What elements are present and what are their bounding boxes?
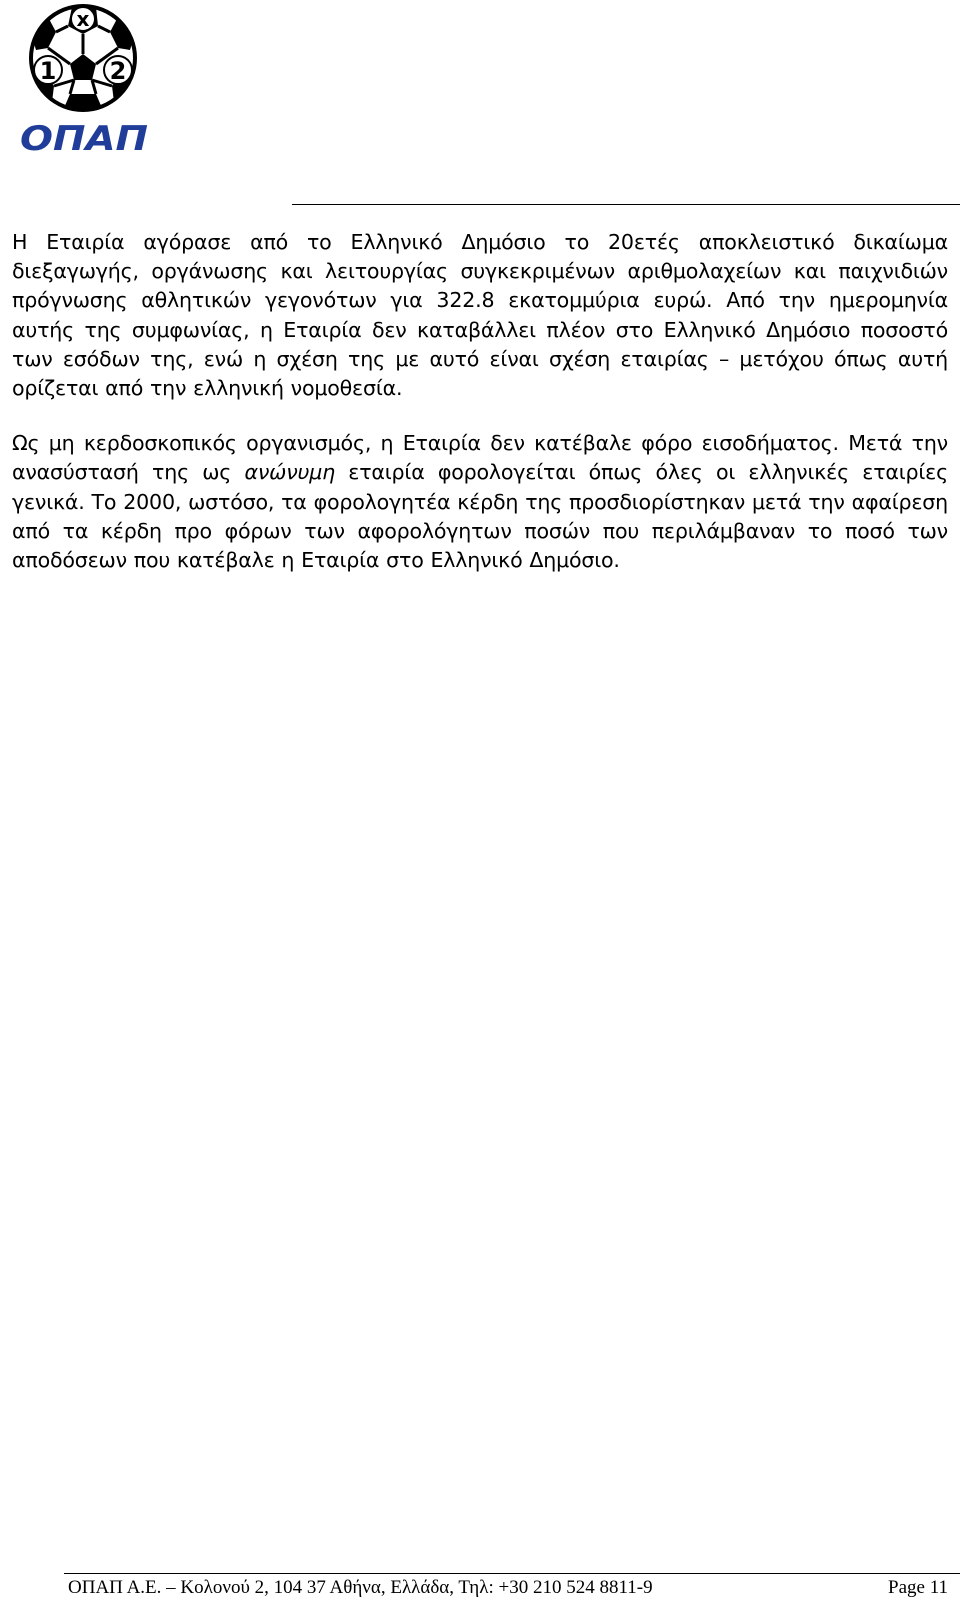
ball-mark-2: 2 <box>109 57 127 85</box>
page-number: Page 11 <box>888 1577 948 1598</box>
footer-address: ΟΠΑΠ Α.Ε. – Κολονού 2, 104 37 Αθήνα, Ελλάδα, Τηλ: +30 210 524 8811-9 <box>68 1577 653 1598</box>
paragraph-1: Η Εταιρία αγόρασε από το Ελληνικό Δημόσιο το 20ετές αποκλειστικό δικαίωμα διεξαγωγής, οργάνωσης και λειτουργίας συγκεκριμένων αριθμολαχείων και παιχνιδιών πρόγνωσης αθλητικών γεγονότων για 322.8 εκατομμύρια ευρώ. Από την ημερομηνία αυτής της συμφωνίας, η Εταιρία δεν καταβάλλει πλέον στο Ελληνικό Δημόσιο ποσοστό των εσόδων της, ενώ η σχέση της με αυτό είναι σχέση εταιρίας – μετόχου όπως αυτή ορίζεται από την ελληνική νομοθεσία. <box>12 230 948 401</box>
paragraph-2-italic-term: ανώνυμη <box>244 460 335 485</box>
document-body <box>12 228 948 575</box>
paragraph-2-part-1: Ως μη κερδοσκοπικός οργανισμός, η Εταιρία δεν κατέβαλε φόρο εισοδήματος. Μετά την ανασύστασή της ως <box>12 431 948 485</box>
soccer-ball-icon <box>31 6 135 112</box>
header-divider <box>292 204 960 205</box>
page-footer <box>68 1575 948 1601</box>
logo-wordmark: ΟΠΑΠ <box>20 119 148 158</box>
paragraph-2 <box>12 429 948 575</box>
opap-logo <box>14 2 154 158</box>
paragraph-2-part-2: εταιρία φορολογείται όπως όλες οι ελληνικές εταιρίες γενικά. Το 2000, ωστόσο, τα φορολογητέα κέρδη της προσδιορίστηκαν μετά την αφαίρεση από τα κέρδη προ φόρων των αφορολόγητων ποσών που περιλάμβαναν το ποσό των αποδόσεων που κατέβαλε η Εταιρία στο Ελληνικό Δημόσιο. <box>12 460 949 573</box>
ball-mark-x: x <box>76 7 90 31</box>
footer-divider <box>64 1573 960 1574</box>
ball-mark-1: 1 <box>39 57 57 85</box>
